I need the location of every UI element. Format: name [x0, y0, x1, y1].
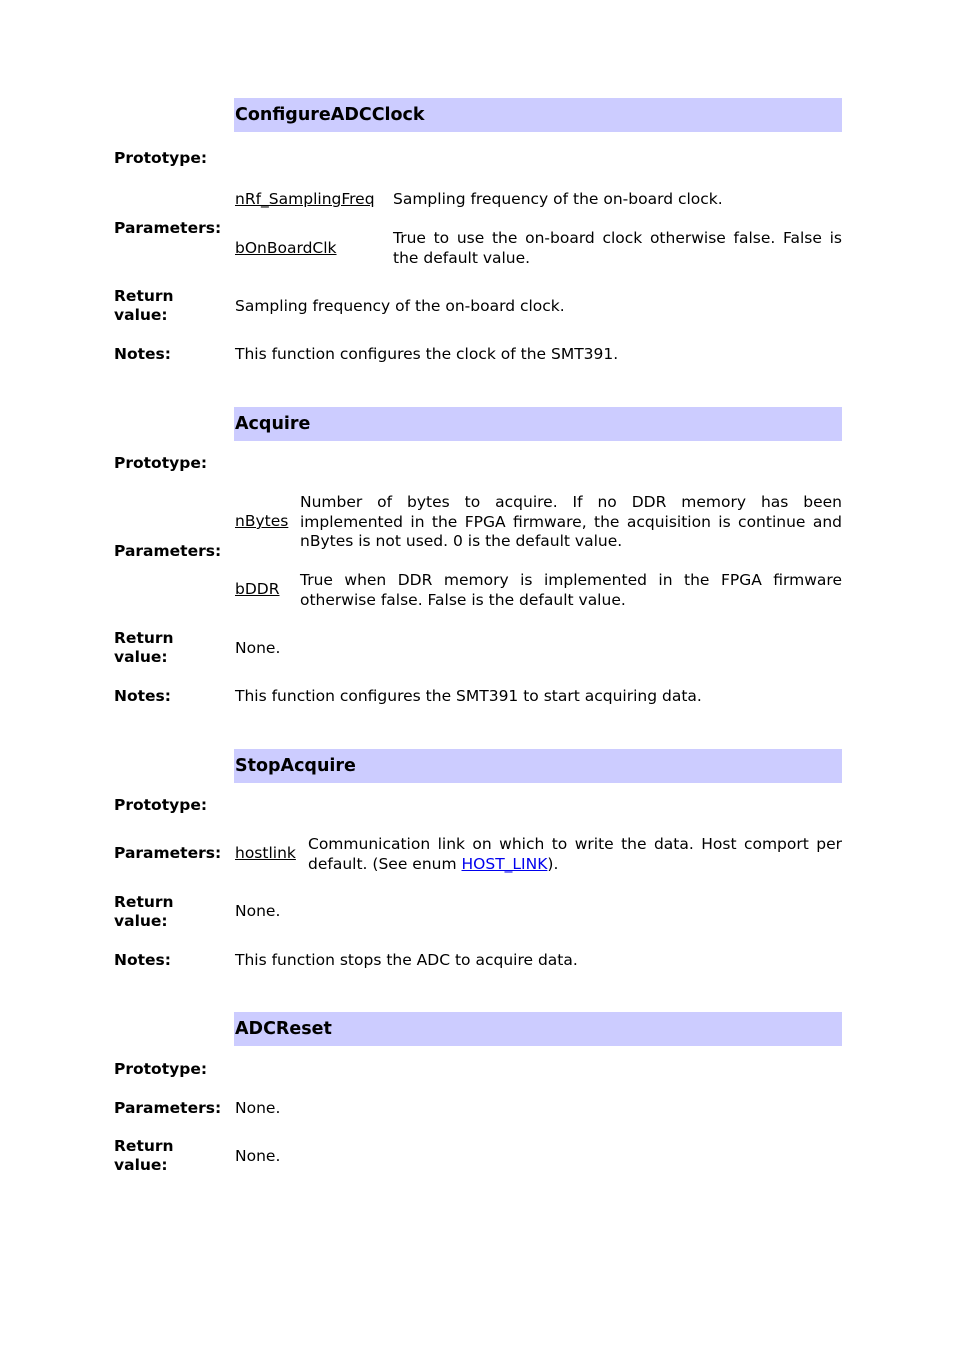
- return-value-label: [114, 629, 174, 667]
- param-desc-text-end: ).: [547, 854, 559, 873]
- section-title-stopacquire: StopAcquire: [234, 749, 842, 783]
- parameters-label: Parameters:: [114, 219, 222, 237]
- prototype-label: Prototype:: [114, 454, 208, 472]
- return-value-text: Sampling frequency of the on-board clock.: [235, 297, 565, 315]
- parameters-label: Parameters:: [114, 542, 222, 560]
- parameters-text: None.: [235, 1099, 281, 1117]
- param-name-bddr[interactable]: bDDR: [235, 580, 280, 598]
- return-label-line1: Return: [114, 287, 174, 305]
- param-desc: True when DDR memory is implemented in the FPGA firmware otherwise false. False is the default value.: [300, 571, 842, 609]
- section-title-adcreset: ADCReset: [234, 1012, 842, 1046]
- param-desc: Sampling frequency of the on-board clock.: [393, 190, 723, 208]
- notes-label: Notes:: [114, 687, 171, 705]
- return-value-label: [114, 287, 174, 325]
- parameters-label: Parameters:: [114, 1099, 222, 1117]
- notes-text: This function configures the clock of the SMT391.: [235, 345, 619, 363]
- prototype-label: Prototype:: [114, 149, 208, 167]
- return-label-line2: value:: [114, 912, 168, 930]
- prototype-label: Prototype:: [114, 1060, 208, 1078]
- param-name-nbytes[interactable]: nBytes: [235, 512, 289, 530]
- parameters-label: Parameters:: [114, 844, 222, 862]
- return-label-line1: Return: [114, 629, 174, 647]
- return-label-line2: value:: [114, 648, 168, 666]
- param-desc: True to use the on-board clock otherwise false. False is the default value.: [393, 229, 842, 267]
- param-name-nrf-samplingfreq[interactable]: nRf_SamplingFreq: [235, 190, 375, 208]
- host-link-link[interactable]: HOST_LINK: [461, 854, 548, 873]
- param-desc: [308, 835, 842, 874]
- section-title-configureadcclock: ConfigureADCClock: [234, 98, 842, 132]
- notes-text: This function configures the SMT391 to start acquiring data.: [235, 687, 702, 705]
- notes-text: This function stops the ADC to acquire data.: [235, 951, 578, 969]
- notes-label: Notes:: [114, 951, 171, 969]
- param-desc-text: Communication link on which to write the data. Host comport per default. (See enum: [308, 835, 842, 873]
- return-value-label: [114, 893, 174, 931]
- param-name-hostlink[interactable]: hostlink: [235, 844, 296, 862]
- return-value-label: [114, 1137, 174, 1175]
- section-title-acquire: Acquire: [234, 407, 842, 441]
- notes-label: Notes:: [114, 345, 171, 363]
- param-name-bonboardclk[interactable]: bOnBoardClk: [235, 239, 337, 257]
- return-label-line1: Return: [114, 1137, 174, 1155]
- return-value-text: None.: [235, 1147, 281, 1165]
- return-label-line2: value:: [114, 306, 168, 324]
- return-label-line2: value:: [114, 1156, 168, 1174]
- return-label-line1: Return: [114, 893, 174, 911]
- return-value-text: None.: [235, 902, 281, 920]
- prototype-label: Prototype:: [114, 796, 208, 814]
- param-desc: Number of bytes to acquire. If no DDR memory has been implemented in the FPGA firmware, the acquisition is continue and nBytes is not used. 0 is the default value.: [300, 493, 842, 550]
- return-value-text: None.: [235, 639, 281, 657]
